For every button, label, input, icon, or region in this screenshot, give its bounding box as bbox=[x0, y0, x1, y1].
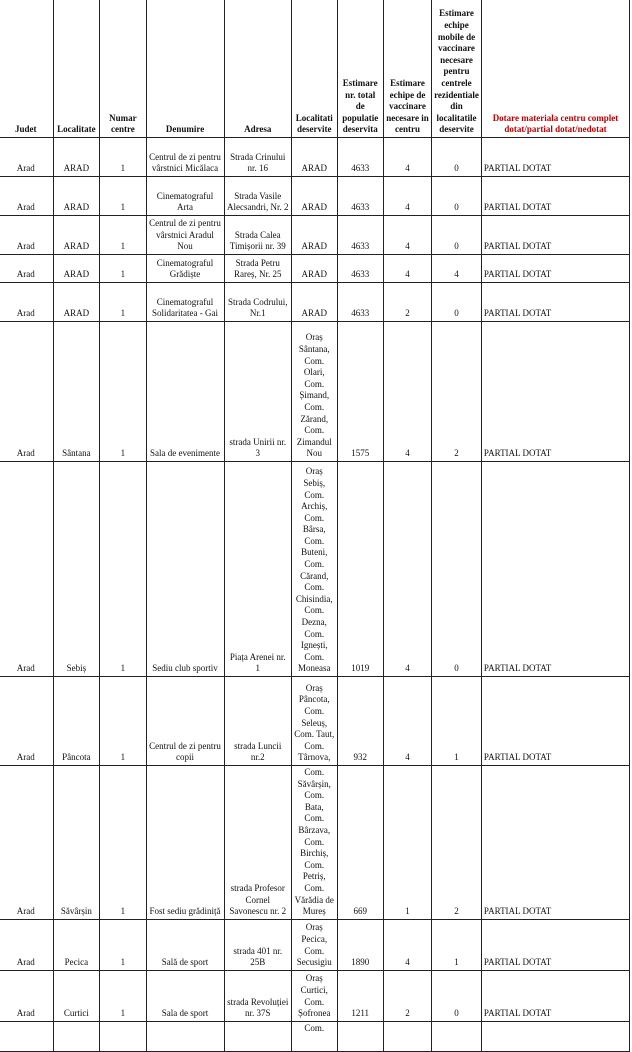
cell-numar-centre: 1 bbox=[100, 919, 146, 970]
cell-judet bbox=[0, 1021, 53, 1051]
table-row bbox=[0, 677, 630, 766]
cell-dotare bbox=[481, 1021, 629, 1051]
table-row bbox=[0, 138, 630, 177]
cell-dotare: PARTIAL DOTAT bbox=[481, 677, 629, 766]
cell-denumire: Cinematograful Solidaritatea - Gai bbox=[146, 283, 224, 322]
cell-localitate: Curtici bbox=[53, 970, 100, 1021]
cell-localitate: Săvârșin bbox=[53, 766, 100, 920]
cell-numar-centre: 1 bbox=[100, 255, 146, 283]
cell-localitati-deservite: Oraș Pecica, Com. Secusigiu bbox=[291, 919, 337, 970]
cell-dotare: PARTIAL DOTAT bbox=[481, 216, 629, 255]
cell-denumire: Sală de sport bbox=[146, 919, 224, 970]
header-row bbox=[0, 0, 630, 138]
cell-denumire: Sediu club sportiv bbox=[146, 462, 224, 677]
cell-localitate: ARAD bbox=[53, 216, 100, 255]
cell-echipe: 4 bbox=[383, 322, 431, 462]
cell-adresa: Strada Vasile Alecsandri, Nr. 2 bbox=[224, 177, 291, 216]
cell-dotare: PARTIAL DOTAT bbox=[481, 177, 629, 216]
table-row bbox=[0, 322, 630, 462]
cell-judet: Arad bbox=[0, 322, 53, 462]
cell-populatie: 669 bbox=[337, 766, 383, 920]
cell-adresa: strada 401 nr. 25B bbox=[224, 919, 291, 970]
header-adresa: Adresa bbox=[224, 0, 291, 138]
cell-localitate: ARAD bbox=[53, 177, 100, 216]
cell-adresa: Strada Calea Timișorii nr. 39 bbox=[224, 216, 291, 255]
cell-echipe-mobile: 2 bbox=[432, 322, 482, 462]
cell-localitati-deservite: Oraș Pâncota, Com. Seleuș, Com. Taut, Com. Târnova, bbox=[291, 677, 337, 766]
cell-judet: Arad bbox=[0, 216, 53, 255]
cell-judet: Arad bbox=[0, 177, 53, 216]
cell-echipe-mobile: 1 bbox=[432, 677, 482, 766]
cell-populatie: 1019 bbox=[337, 462, 383, 677]
cell-localitati-deservite: Oraș Sântana, Com. Olari, Com. Șimand, Com. Zărand, Com. Zimandul Nou bbox=[291, 322, 337, 462]
cell-judet: Arad bbox=[0, 677, 53, 766]
cell-localitate: Sebiș bbox=[53, 462, 100, 677]
cell-echipe-mobile: 2 bbox=[432, 766, 482, 920]
cell-judet: Arad bbox=[0, 255, 53, 283]
cell-localitati-deservite: ARAD bbox=[291, 216, 337, 255]
header-judet: Judet bbox=[0, 0, 53, 138]
cell-denumire: Centrul de zi pentru copii bbox=[146, 677, 224, 766]
table-row bbox=[0, 766, 630, 920]
cell-echipe: 1 bbox=[383, 766, 431, 920]
cell-localitati-deservite: ARAD bbox=[291, 138, 337, 177]
cell-echipe: 2 bbox=[383, 970, 431, 1021]
cell-dotare: PARTIAL DOTAT bbox=[481, 283, 629, 322]
table-row bbox=[0, 1021, 630, 1051]
cell-echipe-mobile: 0 bbox=[432, 138, 482, 177]
cell-dotare: PARTIAL DOTAT bbox=[481, 138, 629, 177]
cell-echipe-mobile: 0 bbox=[432, 177, 482, 216]
header-localitati-deservite: Localitati deservite bbox=[291, 0, 337, 138]
cell-echipe: 4 bbox=[383, 216, 431, 255]
cell-numar-centre: 1 bbox=[100, 138, 146, 177]
cell-judet: Arad bbox=[0, 283, 53, 322]
header-dotare: Dotare materiala centru complet dotat/partial dotat/nedotat bbox=[481, 0, 629, 138]
table-row bbox=[0, 283, 630, 322]
cell-echipe: 4 bbox=[383, 138, 431, 177]
cell-adresa: strada Luncii nr.2 bbox=[224, 677, 291, 766]
cell-numar-centre bbox=[100, 1021, 146, 1051]
cell-dotare: PARTIAL DOTAT bbox=[481, 255, 629, 283]
cell-judet: Arad bbox=[0, 138, 53, 177]
cell-denumire: Cinematograful Arta bbox=[146, 177, 224, 216]
header-echipe-mobile: Estimare echipe mobile de vaccinare necesare pentru centrele rezidentiale din localitatile deservite bbox=[432, 0, 482, 138]
cell-adresa: Strada Crinului nr. 16 bbox=[224, 138, 291, 177]
cell-denumire: Sala de sport bbox=[146, 970, 224, 1021]
cell-adresa: strada Unirii nr. 3 bbox=[224, 322, 291, 462]
header-localitate: Localitate bbox=[53, 0, 100, 138]
table-row bbox=[0, 970, 630, 1021]
cell-echipe: 2 bbox=[383, 283, 431, 322]
cell-adresa: strada Revoluției nr. 37S bbox=[224, 970, 291, 1021]
cell-echipe: 4 bbox=[383, 677, 431, 766]
cell-echipe-mobile: 0 bbox=[432, 283, 482, 322]
cell-judet: Arad bbox=[0, 766, 53, 920]
cell-adresa: Strada Petru Rareș, Nr. 25 bbox=[224, 255, 291, 283]
cell-numar-centre: 1 bbox=[100, 177, 146, 216]
cell-localitate: Pecica bbox=[53, 919, 100, 970]
cell-localitati-deservite: Oraș Curtici, Com. Șofronea bbox=[291, 970, 337, 1021]
cell-populatie: 4633 bbox=[337, 177, 383, 216]
cell-localitate: ARAD bbox=[53, 283, 100, 322]
cell-denumire: Centrul de zi pentru vârstnici Micălaca bbox=[146, 138, 224, 177]
cell-populatie: 4633 bbox=[337, 255, 383, 283]
cell-adresa: strada Profesor Cornel Savonescu nr. 2 bbox=[224, 766, 291, 920]
cell-numar-centre: 1 bbox=[100, 677, 146, 766]
cell-dotare: PARTIAL DOTAT bbox=[481, 970, 629, 1021]
cell-echipe-mobile: 0 bbox=[432, 216, 482, 255]
cell-populatie: 1890 bbox=[337, 919, 383, 970]
cell-populatie: 1575 bbox=[337, 322, 383, 462]
cell-localitati-deservite: Com. Săvârșin, Com. Bata, Com. Bârzava, Com. Birchiș, Com. Petriș, Com. Vărădia de Mureș bbox=[291, 766, 337, 920]
header-denumire: Denumire bbox=[146, 0, 224, 138]
cell-localitati-deservite: ARAD bbox=[291, 177, 337, 216]
cell-localitati-deservite: ARAD bbox=[291, 283, 337, 322]
cell-echipe-mobile: 4 bbox=[432, 255, 482, 283]
cell-adresa bbox=[224, 1021, 291, 1051]
cell-adresa: Strada Codrului, Nr.1 bbox=[224, 283, 291, 322]
cell-echipe-mobile: 1 bbox=[432, 919, 482, 970]
cell-dotare: PARTIAL DOTAT bbox=[481, 919, 629, 970]
cell-echipe-mobile: 0 bbox=[432, 970, 482, 1021]
cell-localitate: Pâncota bbox=[53, 677, 100, 766]
table-row bbox=[0, 177, 630, 216]
cell-judet: Arad bbox=[0, 462, 53, 677]
cell-populatie: 4633 bbox=[337, 138, 383, 177]
table-row bbox=[0, 216, 630, 255]
cell-numar-centre: 1 bbox=[100, 322, 146, 462]
cell-denumire: Centrul de zi pentru vârstnici Aradul Nou bbox=[146, 216, 224, 255]
cell-localitate: ARAD bbox=[53, 255, 100, 283]
table-row bbox=[0, 462, 630, 677]
cell-dotare: PARTIAL DOTAT bbox=[481, 322, 629, 462]
cell-numar-centre: 1 bbox=[100, 462, 146, 677]
cell-populatie: 932 bbox=[337, 677, 383, 766]
cell-numar-centre: 1 bbox=[100, 766, 146, 920]
header-estimare-populatie: Estimare nr. total de populatie deservita bbox=[337, 0, 383, 138]
cell-dotare: PARTIAL DOTAT bbox=[481, 766, 629, 920]
cell-populatie bbox=[337, 1021, 383, 1051]
cell-adresa: Piața Arenei nr. 1 bbox=[224, 462, 291, 677]
cell-echipe-mobile bbox=[432, 1021, 482, 1051]
cell-localitate: Sântana bbox=[53, 322, 100, 462]
cell-numar-centre: 1 bbox=[100, 216, 146, 255]
cell-localitati-deservite: Com. bbox=[291, 1021, 337, 1051]
cell-denumire: Sala de evenimente bbox=[146, 322, 224, 462]
cell-localitate bbox=[53, 1021, 100, 1051]
cell-numar-centre: 1 bbox=[100, 283, 146, 322]
cell-echipe bbox=[383, 1021, 431, 1051]
cell-judet: Arad bbox=[0, 919, 53, 970]
cell-denumire: Cinematograful Grădiște bbox=[146, 255, 224, 283]
cell-populatie: 4633 bbox=[337, 283, 383, 322]
cell-populatie: 4633 bbox=[337, 216, 383, 255]
cell-localitati-deservite: Oraș Sebiș, Com. Archiș, Com. Bârsa, Com. Buteni, Com. Cărand, Com. Chisindia, Com. Dezna, Com. Ignești, Com. Moneasa bbox=[291, 462, 337, 677]
cell-dotare: PARTIAL DOTAT bbox=[481, 462, 629, 677]
cell-echipe-mobile: 0 bbox=[432, 462, 482, 677]
cell-echipe: 4 bbox=[383, 177, 431, 216]
header-numar-centre: Numar centre bbox=[100, 0, 146, 138]
cell-judet: Arad bbox=[0, 970, 53, 1021]
cell-echipe: 4 bbox=[383, 919, 431, 970]
cell-numar-centre: 1 bbox=[100, 970, 146, 1021]
table-row bbox=[0, 919, 630, 970]
header-echipe-vaccinare: Estimare echipe de vaccinare necesare in centru bbox=[383, 0, 431, 138]
cell-denumire: Fost sediu grădiniță bbox=[146, 766, 224, 920]
table-row bbox=[0, 255, 630, 283]
cell-echipe: 4 bbox=[383, 462, 431, 677]
cell-localitate: ARAD bbox=[53, 138, 100, 177]
cell-populatie: 1211 bbox=[337, 970, 383, 1021]
cell-echipe: 4 bbox=[383, 255, 431, 283]
cell-denumire bbox=[146, 1021, 224, 1051]
cell-localitati-deservite: ARAD bbox=[291, 255, 337, 283]
